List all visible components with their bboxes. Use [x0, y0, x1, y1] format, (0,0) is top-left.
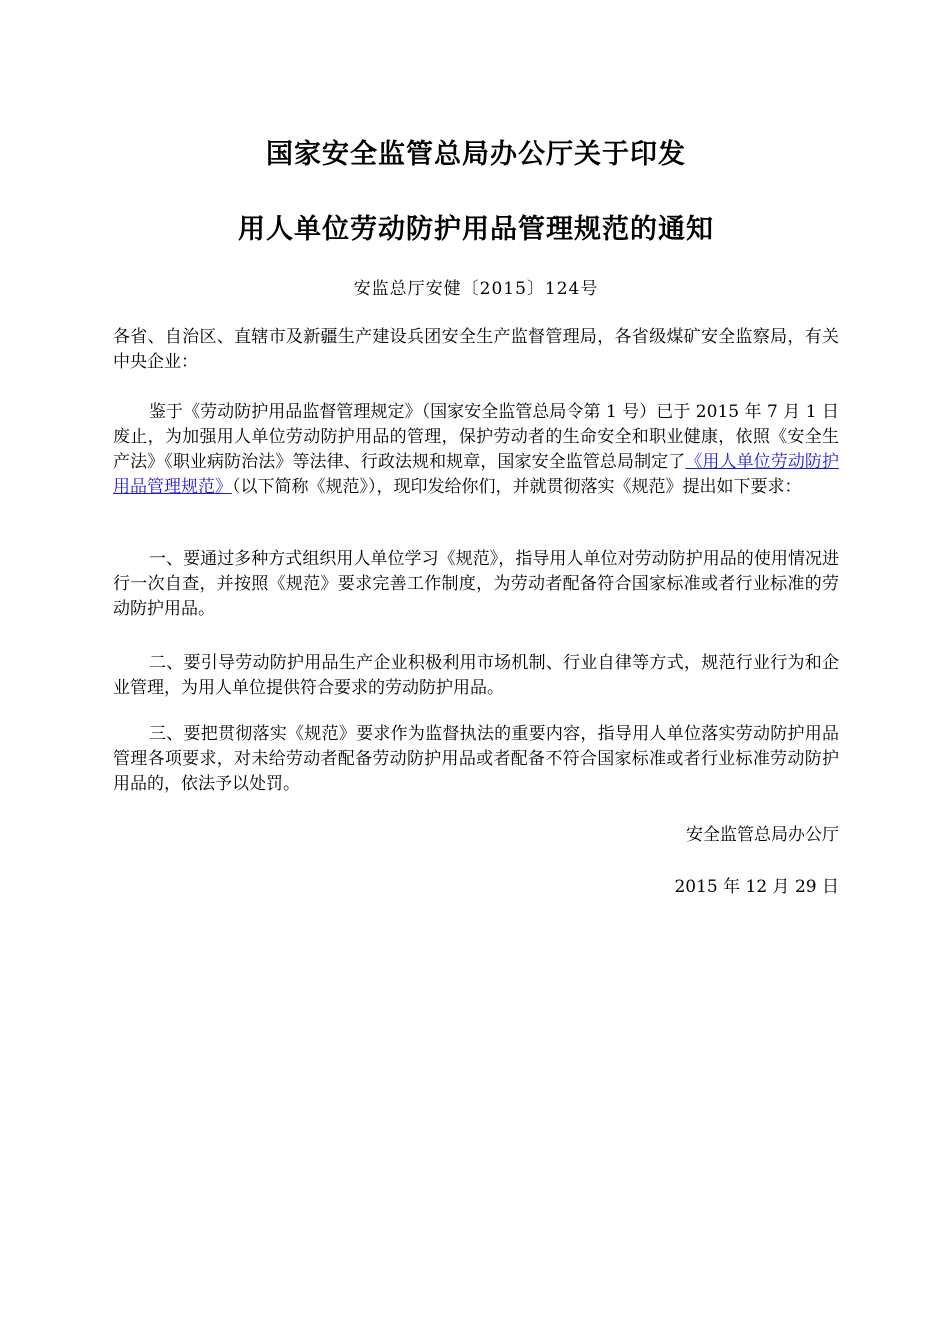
addressees-paragraph: 各省、自治区、直辖市及新疆生产建设兵团安全生产监督管理局，各省级煤矿安全监察局，有关中央企业：: [113, 327, 839, 372]
requirement-three-paragraph: 三、要把贯彻落实《规范》要求作为监督执法的重要内容，指导用人单位落实劳动防护用品管理各项要求，对未给劳动者配备劳动防护用品或者配备不符合国家标准或者行业标准劳动防护用品的，依法予以处罚。: [113, 724, 839, 794]
intro-text-before-link: 鉴于《劳动防护用品监督管理规定》（国家安全监管总局令第 1 号）已于 2015 年 7 月 1 日废止，为加强用人单位劳动防护用品的管理，保护劳动者的生命安全和职业健康，依照《安全生产法》《职业病防治法》等法律、行政法规和规章，国家安全监管总局制定了: [113, 402, 839, 472]
signature-date: 2015 年 12 月 29 日: [674, 877, 839, 897]
regulation-link[interactable]: 《用人单位劳动防护用品管理规范》: [113, 452, 840, 497]
requirement-one-paragraph: 一、要通过多种方式组织用人单位学习《规范》，指导用人单位对劳动防护用品的使用情况进行一次自查，并按照《规范》要求完善工作制度，为劳动者配备符合国家标准或者行业标准的劳动防护用品。: [113, 549, 839, 619]
document-title-line2: 用人单位劳动防护用品管理规范的通知: [238, 214, 714, 245]
document-number: 安监总厅安健〔2015〕124号: [353, 279, 599, 299]
intro-paragraph: [113, 400, 839, 500]
signature-organization: 安全监管总局办公厅: [686, 825, 839, 845]
requirement-two-paragraph: 二、要引导劳动防护用品生产企业积极利用市场机制、行业自律等方式，规范行业行为和企业管理，为用人单位提供符合要求的劳动防护用品。: [113, 653, 839, 698]
intro-text-after-link: （以下简称《规范》），现印发给你们，并就贯彻落实《规范》提出如下要求：: [232, 477, 802, 497]
document-title-line1: 国家安全监管总局办公厅关于印发: [266, 139, 686, 170]
